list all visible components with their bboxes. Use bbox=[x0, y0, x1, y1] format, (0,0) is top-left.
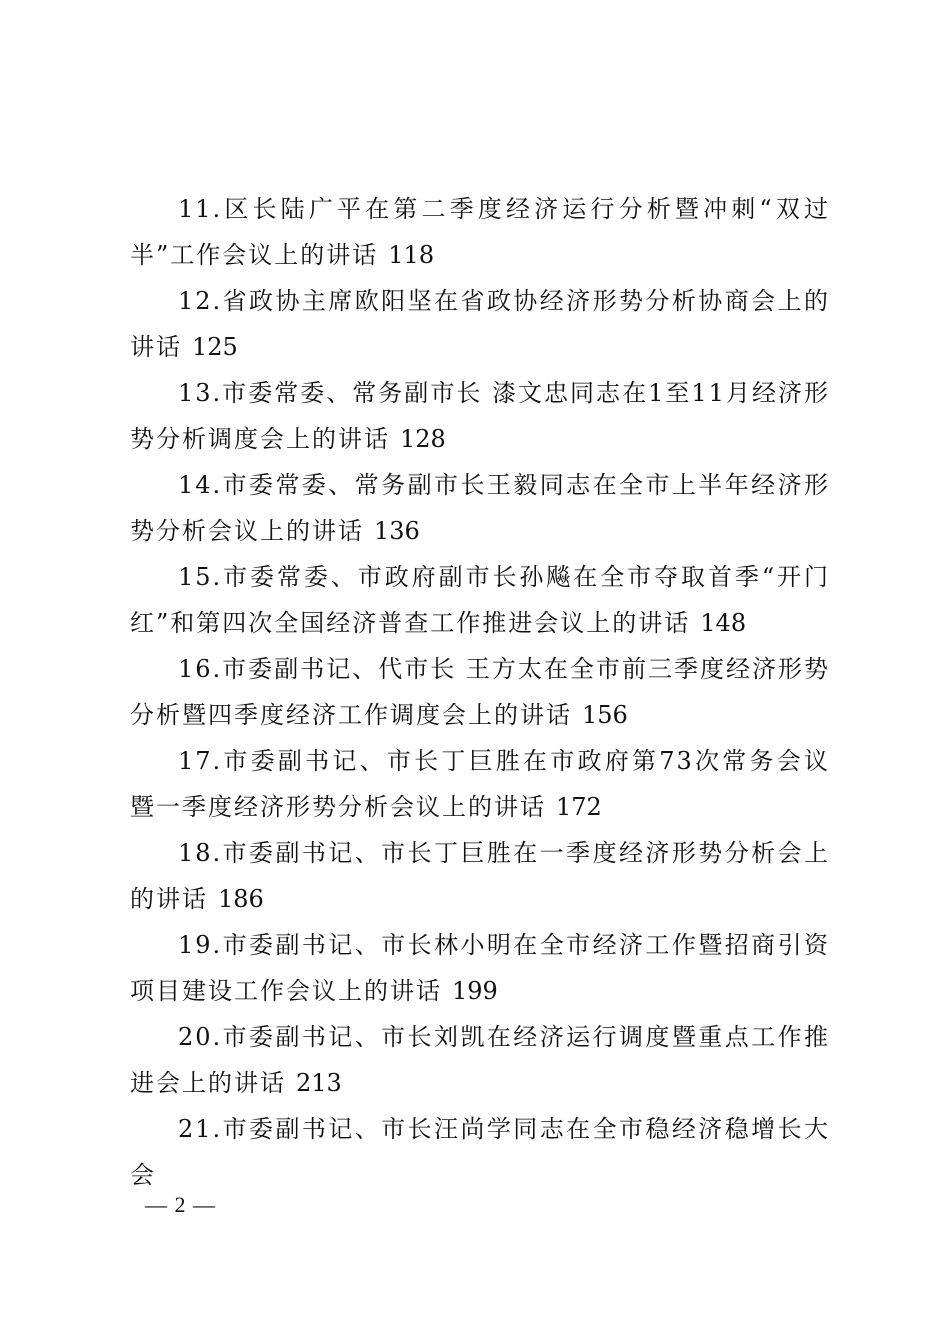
toc-entry-title: 16.市委副书记、代市长 王方太在全市前三季度经济形势分析暨四季度经济工作调度会上的讲话 bbox=[130, 655, 830, 729]
toc-entry-page: 128 bbox=[400, 425, 446, 453]
toc-entry-title: 17.市委副书记、市长丁巨胜在市政府第73次常务会议 暨一季度经济形势分析会议上的讲话 bbox=[130, 747, 830, 821]
toc-entry bbox=[130, 646, 830, 738]
toc-entry-page: 186 bbox=[218, 885, 264, 913]
toc-entry-page: 156 bbox=[582, 701, 628, 729]
toc-entry-page: 199 bbox=[452, 977, 498, 1005]
toc-entry-page: 148 bbox=[700, 609, 747, 637]
toc-entry bbox=[130, 186, 830, 278]
toc-entry-title: 19.市委副书记、市长林小明在全市经济工作暨招商引资项目建设工作会议上的讲话 bbox=[130, 931, 830, 1005]
toc-entry-page: 118 bbox=[388, 241, 435, 269]
toc-entry-page: 125 bbox=[192, 333, 238, 361]
toc-entry bbox=[130, 554, 830, 646]
toc-entry bbox=[130, 1106, 830, 1198]
page-number-footer: — 2 — bbox=[145, 1192, 216, 1217]
toc-entry bbox=[130, 922, 830, 1014]
toc-entry bbox=[130, 738, 830, 830]
toc-entry-title: 14.市委常委、常务副市长王毅同志在全市上半年经济形势分析会议上的讲话 bbox=[130, 471, 830, 545]
toc-entry-title: 12.省政协主席欧阳坚在省政协经济形势分析协商会上的讲话 bbox=[130, 287, 830, 361]
table-of-contents bbox=[130, 186, 830, 1198]
toc-entry-page: 213 bbox=[296, 1069, 342, 1097]
toc-entry bbox=[130, 462, 830, 554]
toc-entry bbox=[130, 1014, 830, 1106]
toc-entry-title: 18.市委副书记、市长丁巨胜在一季度经济形势分析会上的讲话 bbox=[130, 839, 830, 913]
toc-entry-title: 20.市委副书记、市长刘凯在经济运行调度暨重点工作推进会上的讲话 bbox=[130, 1023, 830, 1097]
toc-entry bbox=[130, 830, 830, 922]
toc-entry-page: 172 bbox=[556, 793, 602, 821]
toc-entry-title: 11.区长陆广平在第二季度经济运行分析暨冲刺“双过半”工作会议上的讲话 bbox=[130, 195, 830, 269]
toc-entry-page: 136 bbox=[374, 517, 420, 545]
toc-entry-title: 21.市委副书记、市长汪尚学同志在全市稳经济稳增长大会 bbox=[130, 1115, 830, 1189]
toc-entry bbox=[130, 278, 830, 370]
toc-entry-title: 13.市委常委、常务副市长 漆文忠同志在1至11月经济形势分析调度会上的讲话 bbox=[130, 379, 830, 453]
toc-entry bbox=[130, 370, 830, 462]
toc-entry-title: 15.市委常委、市政府副市长孙飚在全市夺取首季“开门红”和第四次全国经济普查工作推进会议上的讲话 bbox=[130, 563, 830, 637]
